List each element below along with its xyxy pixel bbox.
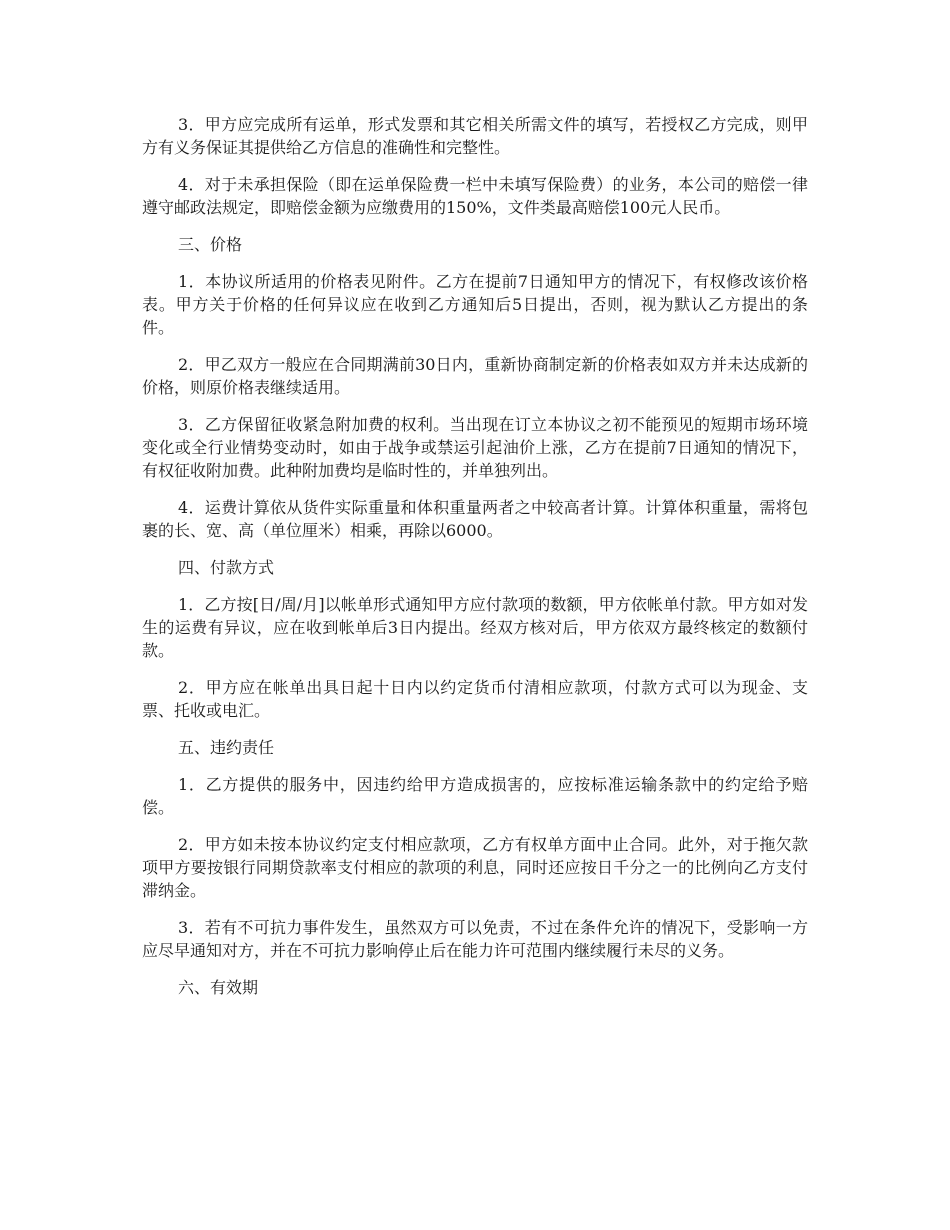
clause-3-4: 4．运费计算依从货件实际重量和体积重量两者之中较高者计算。计算体积重量，需将包裹的长、宽、高（单位厘米）相乘，再除以6000。 [142,498,808,540]
clause-5-2: 2．甲方如未按本协议约定支付相应款项，乙方有权单方面中止合同。此外，对于拖欠款项甲方要按银行同期贷款率支付相应的款项的利息，同时还应按日千分之一的比例向乙方支付滞纳金。 [142,835,808,900]
document-body [142,113,808,1013]
clause-3-1: 1．本协议所适用的价格表见附件。乙方在提前7日通知甲方的情况下，有权修改该价格表。甲方关于价格的任何异议应在收到乙方通知后5日提出，否则，视为默认乙方提出的条件。 [142,272,808,337]
section-heading-validity: 六、有效期 [178,978,259,997]
section-heading-payment: 四、付款方式 [178,558,275,577]
clause-4-2: 2．甲方应在帐单出具日起十日内以约定货币付清相应款项，付款方式可以为现金、支票、托收或电汇。 [142,678,808,720]
section-heading-liability: 五、违约责任 [178,738,275,757]
clause-4-1: 1．乙方按[日/周/月]以帐单形式通知甲方应付款项的数额，甲方依帐单付款。甲方如对发生的运费有异议，应在收到帐单后3日内提出。经双方核对后，甲方依双方最终核定的数额付款。 [142,595,808,660]
clause-3-2: 2．甲乙双方一般应在合同期满前30日内，重新协商制定新的价格表如双方并未达成新的价格，则原价格表继续适用。 [142,355,808,397]
clause-2-4: 4．对于未承担保险（即在运单保险费一栏中未填写保险费）的业务，本公司的赔偿一律遵守邮政法规定，即赔偿金额为应缴费用的150%，文件类最高赔偿100元人民币。 [142,175,808,217]
clause-2-3: 3．甲方应完成所有运单，形式发票和其它相关所需文件的填写，若授权乙方完成，则甲方有义务保证其提供给乙方信息的准确性和完整性。 [142,115,808,157]
section-heading-price: 三、价格 [178,235,243,254]
clause-3-3: 3．乙方保留征收紧急附加费的权利。当出现在订立本协议之初不能预见的短期市场环境变化或全行业情势变动时，如由于战争或禁运引起油价上涨，乙方在提前7日通知的情况下，有权征收附加费。此种附加费均是临时性的，并单独列出。 [142,415,808,480]
clause-5-3: 3．若有不可抗力事件发生，虽然双方可以免责，不过在条件允许的情况下，受影响一方应尽早通知对方，并在不可抗力影响停止后在能力许可范围内继续履行未尽的义务。 [142,918,808,960]
clause-5-1: 1．乙方提供的服务中，因违约给甲方造成损害的，应按标准运输条款中的约定给予赔偿。 [142,775,808,817]
